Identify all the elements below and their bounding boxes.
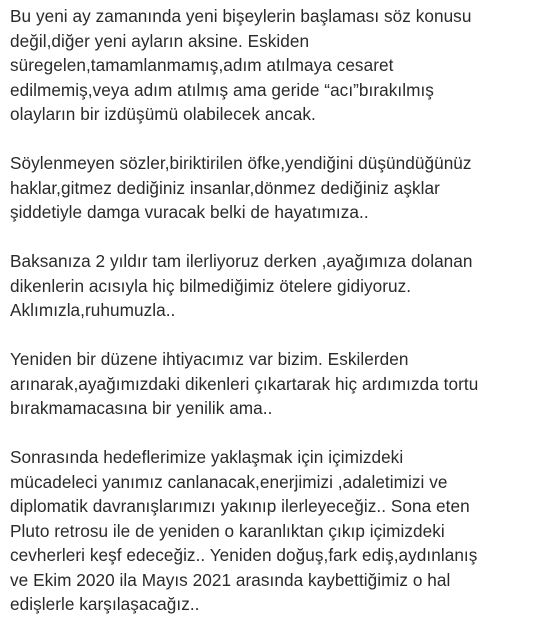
text-line: haklar,gitmez dediğiniz insanlar,dönmez dediğiniz aşklar	[10, 177, 440, 198]
text-line: ve Ekim 2020 ila Mayıs 2021 arasında kaybettiğimiz o hal	[10, 569, 451, 590]
paragraph-4	[10, 347, 542, 421]
paragraph-5	[10, 445, 542, 617]
text-line: Söylenmeyen sözler,biriktirilen öfke,yendiğini düşündüğünüz	[10, 153, 472, 173]
paragraph-3	[10, 249, 542, 323]
text-line: Pluto retrosu ile de yeniden o karanlıktan çıkıp içimizdeki	[10, 520, 445, 541]
text-line: Yeniden bir düzene ihtiyacımız var bizim. Eskilerden	[10, 349, 409, 369]
text-line: şiddetiyle damga vuracak belki de hayatımıza..	[10, 202, 369, 222]
document-body	[10, 4, 542, 617]
text-line: Aklımızla,ruhumuzla..	[10, 300, 176, 320]
text-line: edişlerle karşılaşacağız..	[10, 594, 200, 614]
text-line: diplomatik davranışlarımızı yakınıp ilerleyeceğiz.. Sona eten	[10, 496, 470, 516]
text-line: olayların bir izdüşümü olabilecek ancak.	[10, 104, 316, 124]
paragraph-2	[10, 151, 542, 225]
text-line: Baksanıza 2 yıldır tam ilerliyoruz derken ,ayağımıza dolanan	[10, 251, 473, 271]
text-line: cevherleri keşf edeceğiz.. Yeniden doğuş,fark ediş,aydınlanış	[10, 545, 478, 565]
text-line: mücadeleci yanımız canlanacak,enerjimizi ,adaletimizi ve	[10, 471, 448, 492]
text-line: süregelen,tamamlanmamış,adım atılmaya cesaret	[10, 55, 394, 75]
text-line: bırakmamacasına bir yenilik ama..	[10, 398, 273, 418]
text-line: Sonrasında hedeflerimize yaklaşmak için içimizdeki	[10, 447, 404, 467]
text-line: dikenlerin acısıyla hiç bilmediğimiz ötelere gidiyoruz.	[10, 275, 412, 296]
paragraph-1	[10, 4, 542, 127]
text-line: değil,diğer yeni ayların aksine. Eskiden	[10, 30, 310, 51]
text-line: edilmemiş,veya adım atılmış ama geride “acı”bırakılmış	[10, 79, 434, 100]
text-line: Bu yeni ay zamanında yeni bişeylerin başlaması söz konusu	[10, 6, 472, 26]
text-line: arınarak,ayağımızdaki dikenleri çıkartarak hiç ardımızda tortu	[10, 373, 479, 394]
